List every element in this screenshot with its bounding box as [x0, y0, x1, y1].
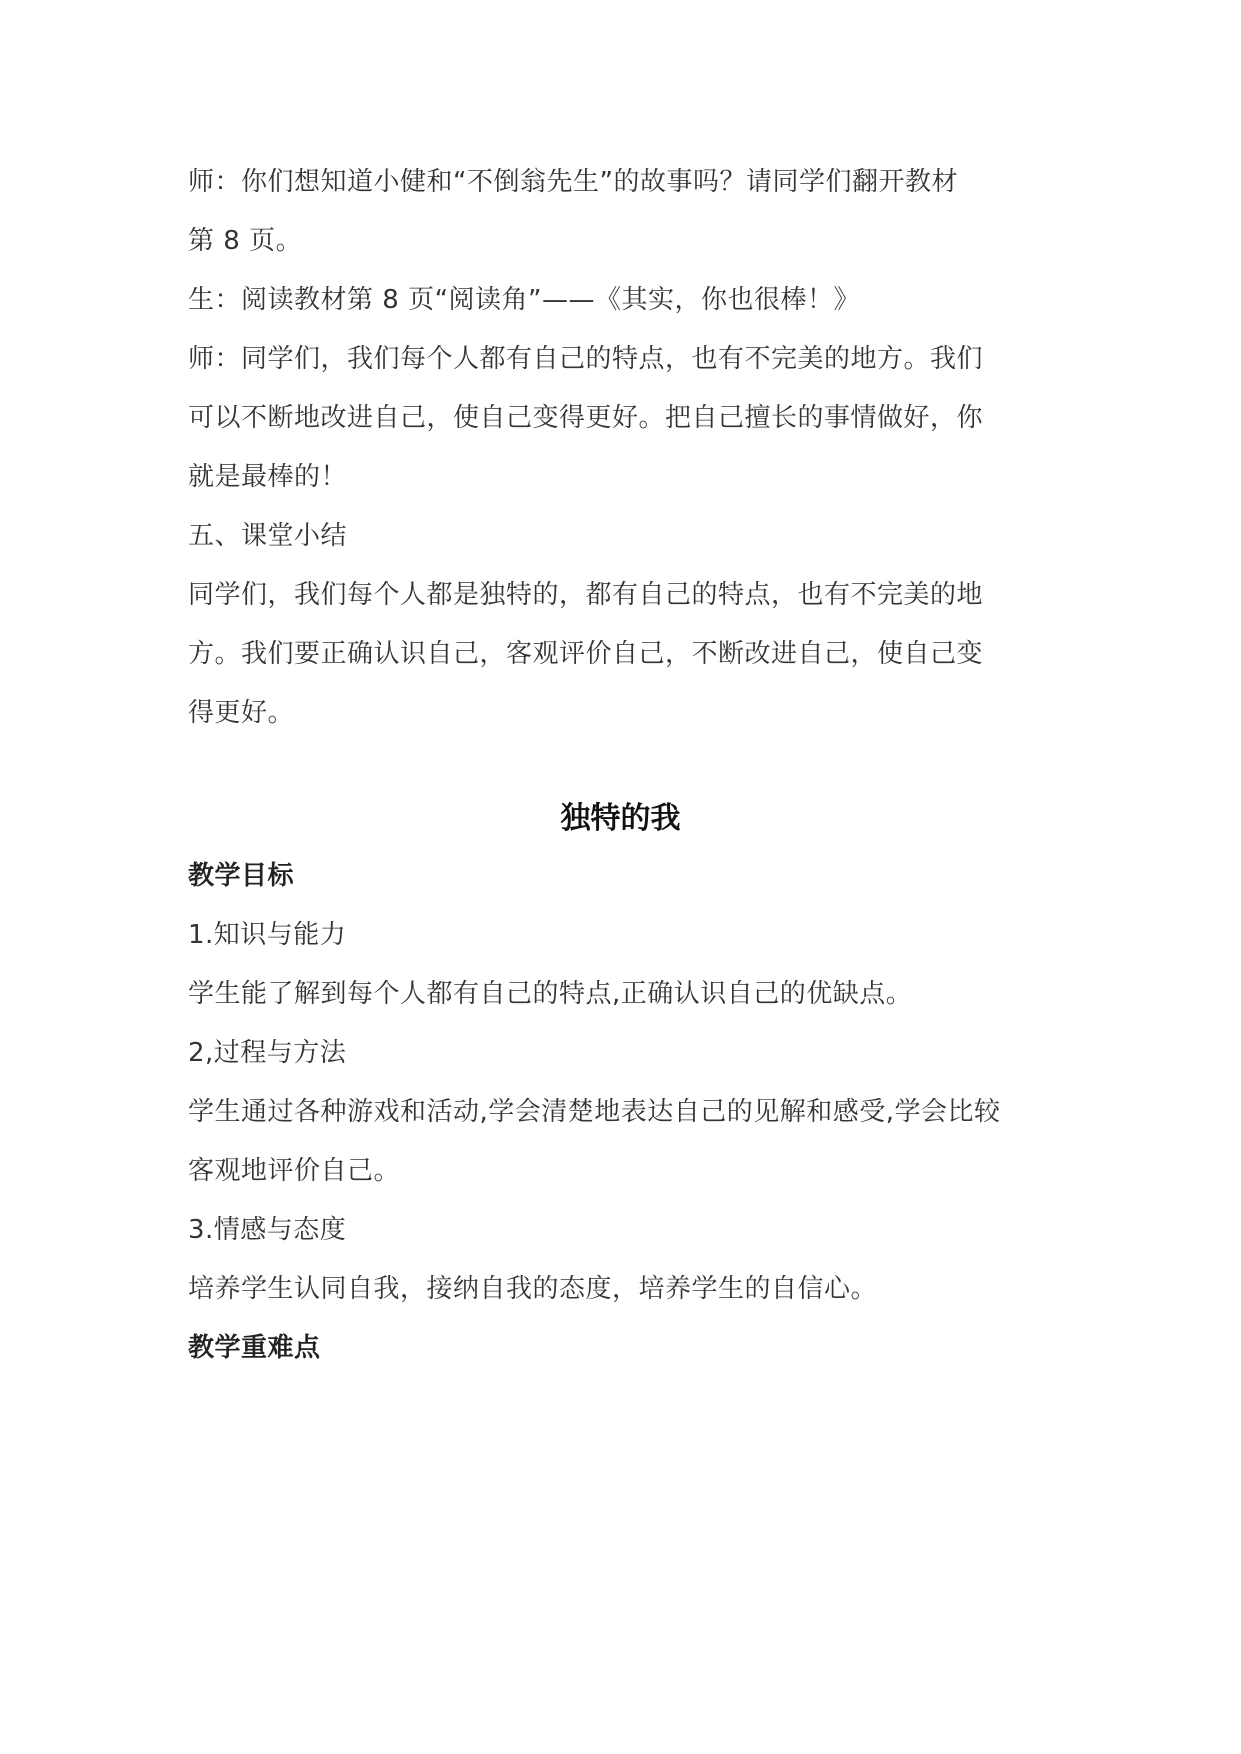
- dialogue-student-reading: 生：阅读教材第 8 页“阅读角”——《其实，你也很棒！》: [188, 285, 861, 315]
- dialogue-teacher-comment: 师：同学们，我们每个人都有自己的特点，也有不完美的地方。我们: [188, 344, 984, 374]
- objective-3-text: 培养学生认同自我，接纳自我的态度，培养学生的自信心。: [188, 1274, 878, 1304]
- objective-1-heading: 1.知识与能力: [188, 920, 347, 950]
- objective-2-heading: 2,过程与方法: [188, 1038, 347, 1068]
- summary-paragraph-line: 得更好。: [188, 698, 295, 728]
- dialogue-teacher-comment-cont: 可以不断地改进自己，使自己变得更好。把自己擅长的事情做好，你: [188, 403, 984, 433]
- summary-paragraph-line: 方。我们要正确认识自己，客观评价自己，不断改进自己，使自己变: [188, 639, 984, 669]
- objectives-heading: 教学目标: [188, 861, 295, 891]
- objective-2-text-cont: 客观地评价自己。: [188, 1156, 401, 1186]
- summary-paragraph-line: 同学们，我们每个人都是独特的，都有自己的特点，也有不完美的地: [188, 580, 984, 610]
- section-heading-summary: 五、课堂小结: [188, 521, 348, 551]
- objective-1-text: 学生能了解到每个人都有自己的特点,正确认识自己的优缺点。: [188, 979, 913, 1009]
- dialogue-teacher-comment-end: 就是最棒的！: [188, 462, 348, 492]
- key-points-heading: 教学重难点: [188, 1333, 321, 1363]
- dialogue-teacher-question: 师：你们想知道小健和“不倒翁先生”的故事吗？请同学们翻开教材: [188, 167, 958, 197]
- objective-2-text: 学生通过各种游戏和活动,学会清楚地表达自己的见解和感受,学会比较: [188, 1097, 1001, 1127]
- lesson-title: 独特的我: [560, 801, 681, 836]
- dialogue-teacher-question-cont: 第 8 页。: [188, 226, 303, 256]
- objective-3-heading: 3.情感与态度: [188, 1215, 347, 1245]
